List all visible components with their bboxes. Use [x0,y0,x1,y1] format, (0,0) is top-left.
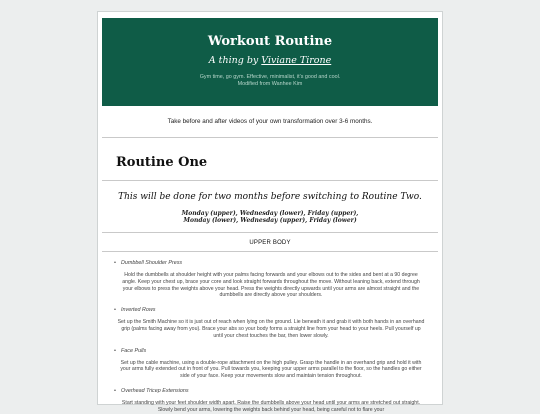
exercise-description: Set up the Smith Machine so it is just out of reach when lying on the ground. Lie beneath it and grab it with both hands in an overhand grip (palms facing away from you). Brace your abs so your body forms a straight line from your head to your heels. Pull yourself up until your chest touches the bar, then lower slowly. [117,319,425,339]
page-title: Workout Routine [207,34,333,49]
subtitle-prefix: A thing by [208,55,262,66]
section-heading: UPPER BODY [249,240,291,246]
divider [102,180,438,181]
exercise-description: Set up the cable machine, using a double-rope attachment on the high pulley. Grasp the handle in an overhand grip and hold it with your arms fully extended out in front of you. Pull towards you, keeping your upper arms parallel to the floor, so the handles go either side of your face. Keep your movements slow and maintain tension throughout. [120,359,422,380]
divider [102,232,438,233]
intro-note: Take before and after videos of your own transformation over 3-6 months. [167,118,373,125]
exercise-name: • Face Pulls [114,348,428,354]
hero-desc-line-2: Modified from Wanhee Kim [237,81,303,87]
schedule [98,210,442,224]
routine-lead: This will be done for two months before switching to Routine Two. [118,192,422,202]
hero-desc-line-1: Gym time, go gym. Effective, minimalist, it's good and cool. [199,74,341,80]
list-item [114,307,428,339]
list-item [114,260,428,299]
page-card [97,11,443,413]
exercise-name: • Dumbbell Shoulder Press [114,260,428,266]
exercise-description: Start standing with your feet shoulder width apart. Raise the dumbbells above your head until your arms are stretched out straight. Slowly bend your arms, lowering the weights back behind your head, being careful not to flare your [121,399,421,413]
hero-description [102,74,438,88]
divider [102,137,438,138]
list-item [114,348,428,380]
divider [102,251,438,252]
exercise-name: • Inverted Rows [114,307,428,313]
list-item [114,388,428,414]
schedule-line-2: Monday (lower), Wednesday (upper), Friday (lower) [183,217,357,224]
routine-heading: Routine One [116,155,208,170]
hero-banner [102,18,438,106]
schedule-line-1: Monday (upper), Wednesday (lower), Friday (upper), [181,210,359,217]
exercise-description: Hold the dumbbells at shoulder height with your palms facing forwards and your elbows out to the sides and bent at a 90 degree angle. Keep your chest up, brace your core and look straight forwards throughout the move. Without leaning back, extend through your elbows to press the weights above your head. Press the weights directly upwards until your arms are almost straight and the dumbbells are directly above your shoulders. [122,272,420,299]
author-link[interactable]: Viviane Tirone [261,55,332,66]
hero-subtitle [102,55,438,67]
exercise-name: • Overhead Tricep Extensions [114,388,428,394]
